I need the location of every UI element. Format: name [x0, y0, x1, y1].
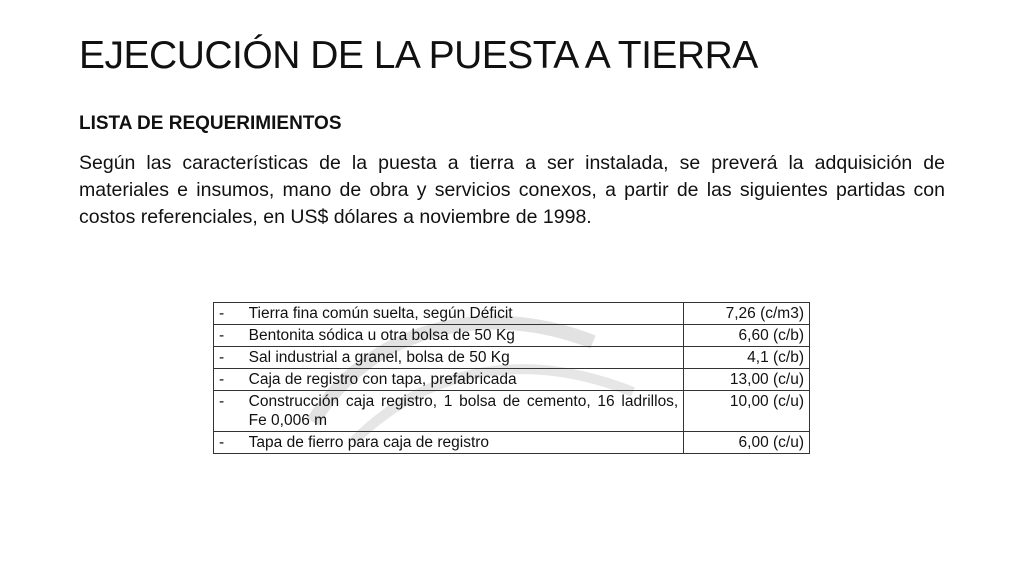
row-bullet: -: [214, 347, 244, 369]
row-bullet: -: [214, 391, 244, 432]
requirements-table-container: [213, 302, 810, 454]
table-row: [214, 303, 810, 325]
table-row: [214, 432, 810, 454]
requirements-table: [213, 302, 810, 454]
slide-title: EJECUCIÓN DE LA PUESTA A TIERRA: [79, 34, 758, 77]
item-description: Construcción caja registro, 1 bolsa de cemento, 16 ladrillos, Fe 0,006 m: [244, 391, 684, 432]
item-cost: 6,60 (c/b): [684, 325, 810, 347]
table-row: [214, 325, 810, 347]
table-row: [214, 391, 810, 432]
item-description: Tapa de fierro para caja de registro: [244, 432, 684, 454]
item-cost: 6,00 (c/u): [684, 432, 810, 454]
item-description: Tierra fina común suelta, según Déficit: [244, 303, 684, 325]
item-cost: 7,26 (c/m3): [684, 303, 810, 325]
row-bullet: -: [214, 369, 244, 391]
item-description: Bentonita sódica u otra bolsa de 50 Kg: [244, 325, 684, 347]
row-bullet: -: [214, 303, 244, 325]
item-cost: 13,00 (c/u): [684, 369, 810, 391]
row-bullet: -: [214, 325, 244, 347]
row-bullet: -: [214, 432, 244, 454]
table-row: [214, 369, 810, 391]
item-cost: 4,1 (c/b): [684, 347, 810, 369]
item-description: Caja de registro con tapa, prefabricada: [244, 369, 684, 391]
table-row: [214, 347, 810, 369]
body-paragraph: Según las características de la puesta a tierra a ser instalada, se preverá la adquisición de materiales e insumos, mano de obra y servicios conexos, a partir de las siguientes partidas con costos referenciales, en US$ dólares a noviembre de 1998.: [79, 152, 945, 228]
section-heading: LISTA DE REQUERIMIENTOS: [79, 113, 342, 134]
item-cost: 10,00 (c/u): [684, 391, 810, 432]
item-description: Sal industrial a granel, bolsa de 50 Kg: [244, 347, 684, 369]
